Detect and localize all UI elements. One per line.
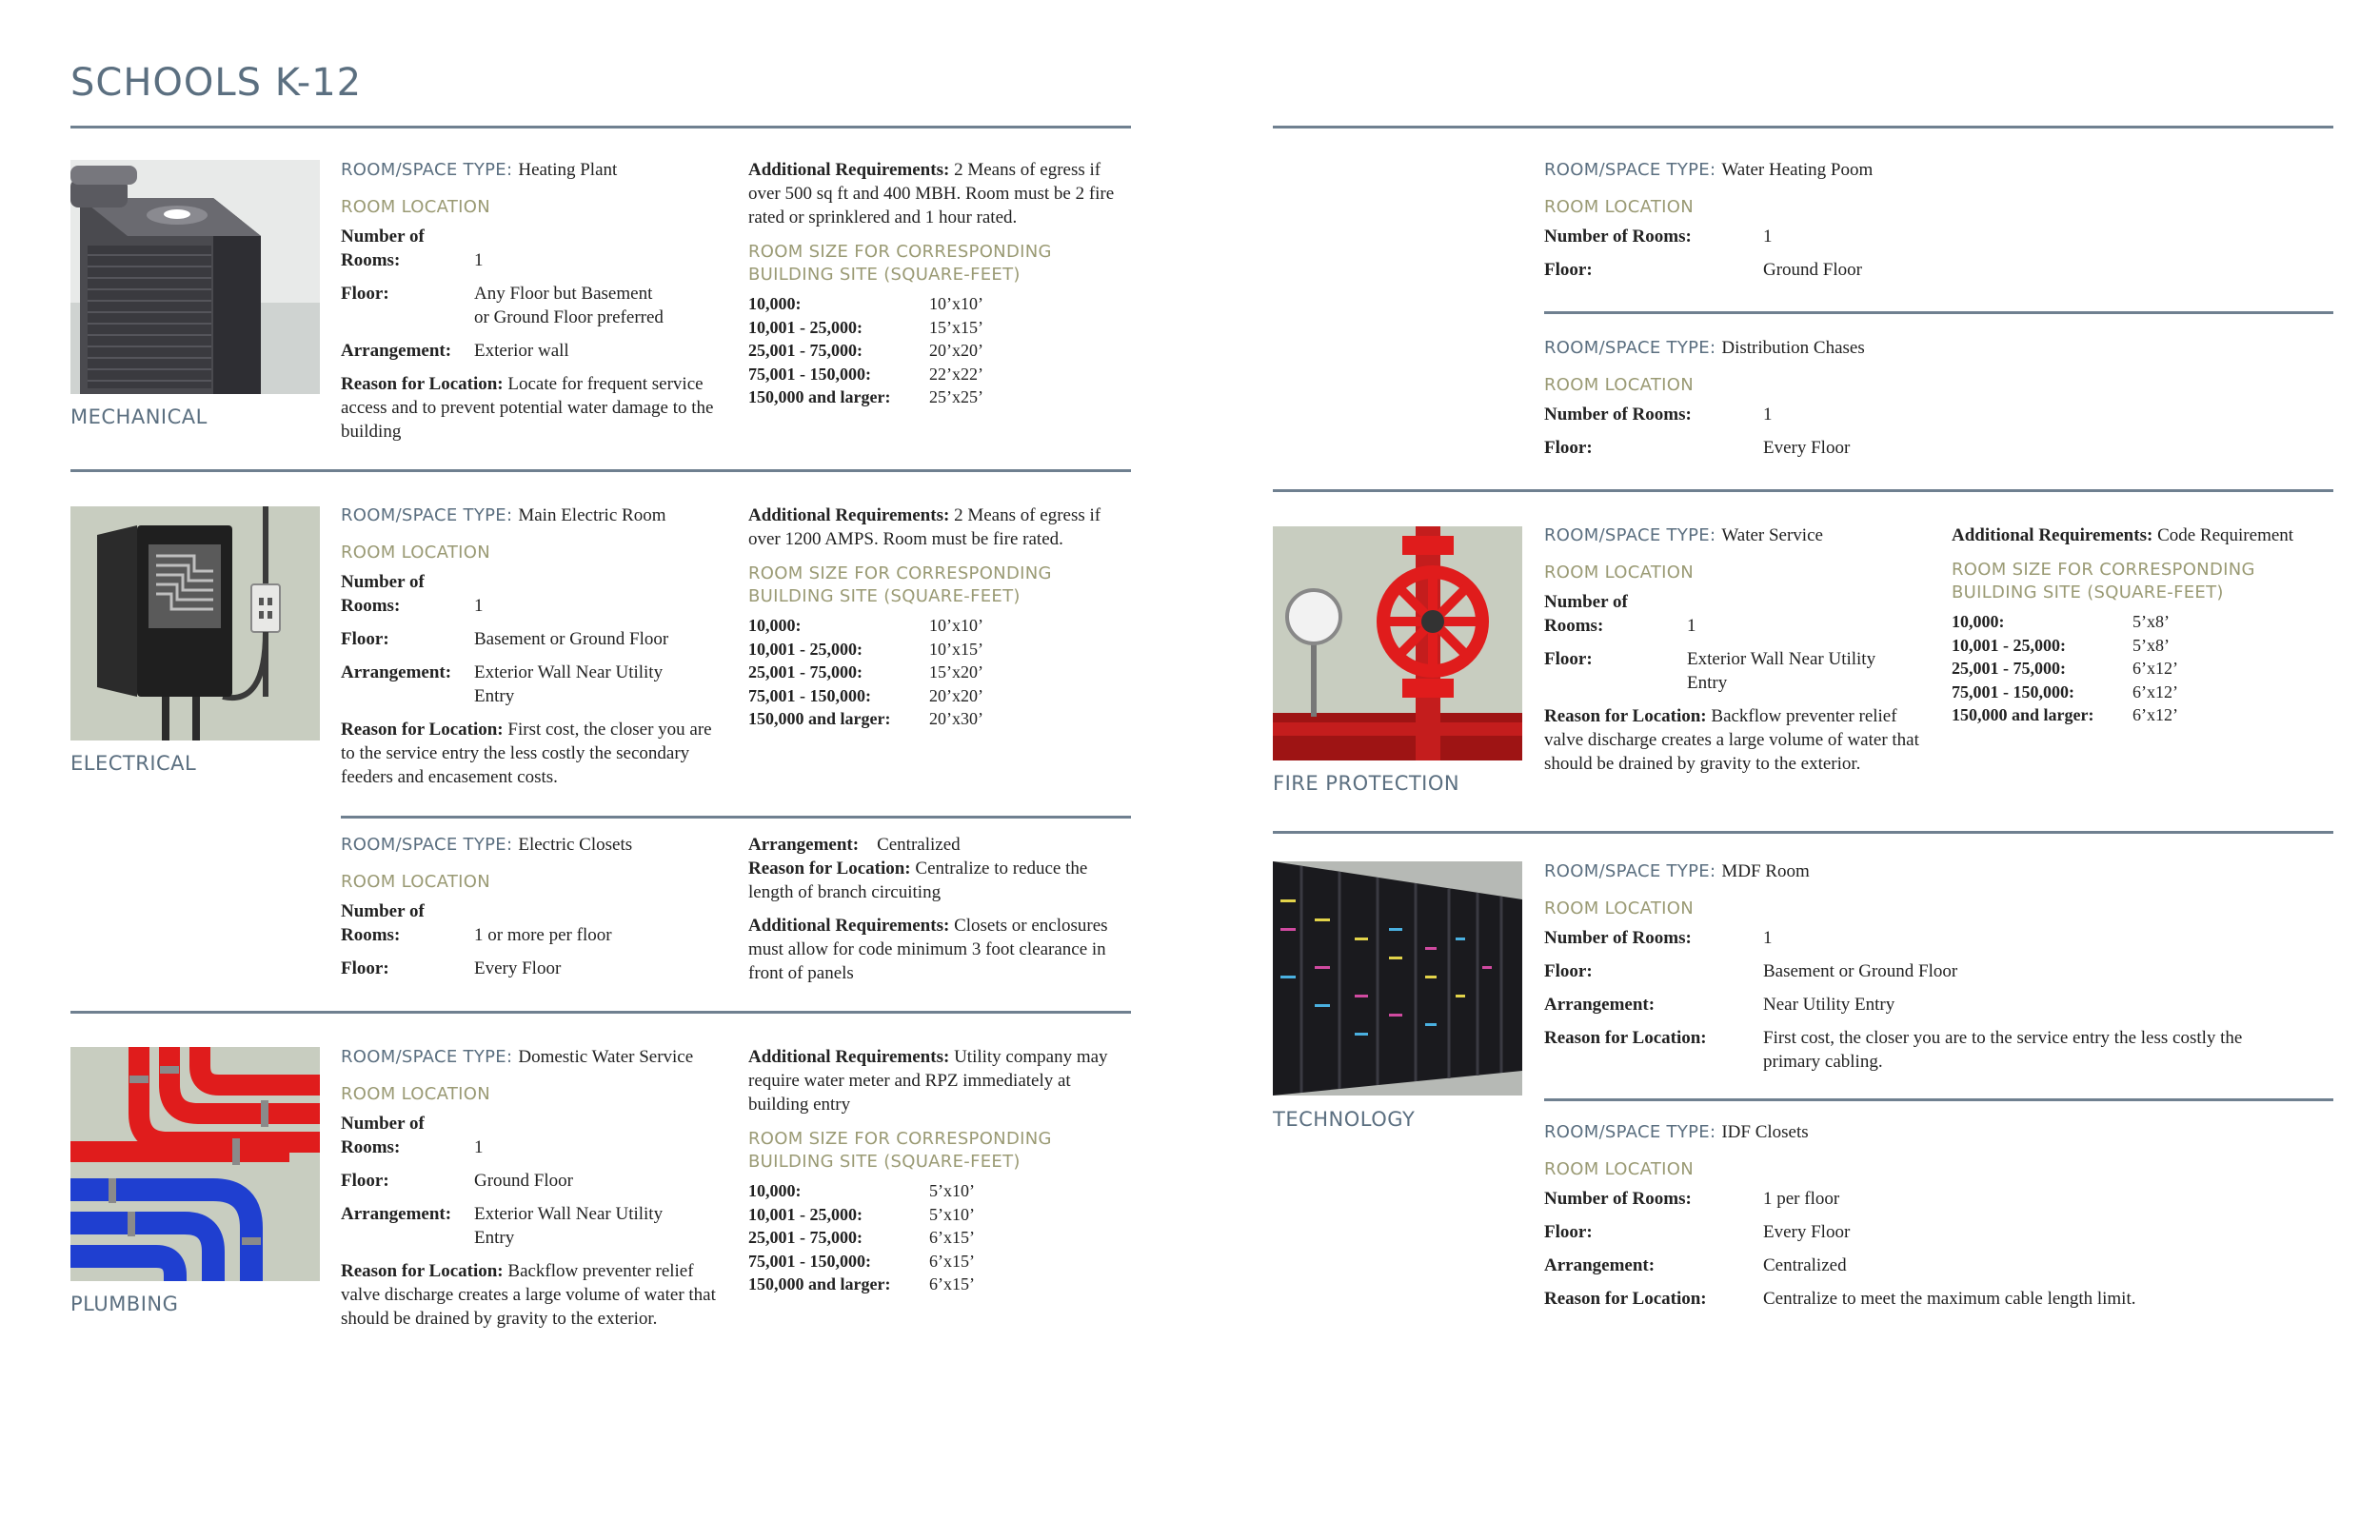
size-value: 15’x15’	[929, 317, 983, 337]
text-group	[341, 899, 465, 947]
labels-room-size-2: BUILDING SITE (SQUARE-FEET)	[748, 586, 1021, 606]
labels-number-of-rooms: Number of Rooms:	[1544, 928, 1692, 948]
labels-arrangement: Arrangement:	[1544, 1255, 1656, 1275]
text-group	[341, 1045, 722, 1069]
labels-arrangement: Arrangement:	[748, 835, 860, 855]
heating-plant-floor-1: Any Floor but Basement	[474, 284, 653, 304]
size-range: 75,001 - 150,000:	[748, 364, 871, 384]
text-group	[1544, 403, 2306, 460]
domestic-water-rooms: 1	[474, 1137, 484, 1157]
mdf-room-block	[1544, 859, 2334, 1074]
text-group	[748, 503, 1134, 551]
water-service-requirements	[1952, 523, 2342, 727]
text-group	[341, 718, 722, 789]
text-group	[1952, 523, 2342, 547]
size-value: 25’x25’	[929, 387, 983, 406]
labels-additional: Additional Requirements:	[1952, 525, 2153, 545]
labels-room-location: ROOM LOCATION	[1544, 563, 1694, 582]
mdf-room-reason-1: First cost, the closer you are to the service entry the less costly the	[1763, 1028, 2243, 1048]
size-range: 10,000:	[748, 616, 802, 635]
distribution-chases-type: Distribution Chases	[1721, 338, 1865, 358]
labels-room-type: ROOM/SPACE TYPE:	[1544, 160, 1716, 180]
text-group	[474, 661, 722, 708]
size-value: 6’x12’	[2132, 681, 2178, 701]
section-label-technology: TECHNOLOGY	[1273, 1108, 1416, 1131]
section-label-fire-protection: FIRE PROTECTION	[1273, 772, 1460, 795]
text-group	[748, 563, 1134, 608]
text-group	[1687, 647, 1930, 695]
size-range: 25,001 - 75,000:	[748, 662, 863, 681]
size-range: 10,001 - 25,000:	[748, 639, 863, 659]
labels-rooms: Rooms:	[341, 250, 401, 270]
room-location-heading: ROOM LOCATION	[341, 197, 490, 217]
text-group	[1544, 336, 2306, 360]
size-value: 6’x15’	[929, 1251, 975, 1271]
labels-floor: Floor:	[341, 629, 389, 649]
water-heating-rooms: 1	[1763, 227, 1773, 247]
labels-rooms: Rooms:	[341, 925, 401, 945]
electric-closets-additional: Closets or enclosures must allow for code minimum 3 foot clearance in front of panels	[748, 916, 1108, 983]
distribution-chases-rooms: 1	[1763, 405, 1773, 424]
size-range: 10,001 - 25,000:	[1952, 635, 2066, 655]
mdf-room-rooms: 1	[1763, 928, 1773, 948]
section-label-electrical: ELECTRICAL	[70, 752, 197, 775]
text-group	[1544, 225, 2306, 282]
idf-closets-block	[1544, 1120, 2334, 1311]
size-range: 150,000 and larger:	[1952, 705, 2094, 724]
labels-floor: Floor:	[341, 284, 389, 304]
labels-room-type: ROOM/SPACE TYPE:	[1544, 525, 1716, 545]
labels-room-type: ROOM/SPACE TYPE:	[1544, 1122, 1716, 1142]
text-group	[1544, 1120, 2334, 1144]
mechanical-unit-illustration	[70, 160, 320, 394]
size-value: 22’x22’	[929, 364, 983, 384]
water-heating-type: Water Heating Poom	[1721, 160, 1874, 180]
domestic-water-arrangement-1: Exterior Wall Near Utility	[474, 1204, 664, 1224]
water-service-floor-1: Exterior Wall Near Utility	[1687, 649, 1876, 669]
domestic-water-floor: Ground Floor	[474, 1171, 573, 1191]
labels-floor: Floor:	[1544, 1222, 1593, 1242]
text-group	[1763, 1026, 2334, 1074]
text-group	[748, 1045, 1134, 1116]
labels-arrangement: Arrangement:	[341, 1204, 452, 1224]
room-type-value: Heating Plant	[518, 160, 618, 180]
text-group	[341, 1259, 722, 1331]
size-range: 10,001 - 25,000:	[748, 317, 863, 337]
text-group	[1544, 1187, 2334, 1311]
labels-number-of: Number of	[341, 572, 425, 592]
labels-room-location: ROOM LOCATION	[341, 543, 490, 563]
labels-additional: Additional Requirements:	[748, 1047, 950, 1067]
size-value: 10’x10’	[929, 616, 983, 635]
labels-arrangement: Arrangement:	[1544, 995, 1656, 1015]
idf-closets-arrangement: Centralized	[1763, 1255, 1847, 1275]
text-group	[748, 914, 1134, 985]
domestic-water-additional: Utility company may require water meter and RPZ immediately at building entry	[748, 1047, 1108, 1115]
main-electric-type: Main Electric Room	[518, 505, 666, 525]
divider	[341, 816, 1131, 819]
size-value: 5’x10’	[929, 1181, 975, 1200]
heating-plant-floor-2: or Ground Floor preferred	[474, 307, 664, 327]
labels-room-location: ROOM LOCATION	[1544, 375, 1694, 395]
labels-room-location: ROOM LOCATION	[1544, 197, 1694, 217]
plumbing-pipes-illustration	[70, 1047, 320, 1281]
electrical-panel-illustration	[70, 506, 320, 740]
size-value: 5’x10’	[929, 1204, 975, 1224]
water-service-type: Water Service	[1721, 525, 1823, 545]
labels-floor: Floor:	[1544, 961, 1593, 981]
size-value: 15’x20’	[929, 662, 983, 681]
size-range: 75,001 - 150,000:	[748, 1251, 871, 1271]
divider	[1273, 831, 2333, 834]
text-group	[748, 857, 1134, 904]
divider	[70, 469, 1131, 472]
text-group	[341, 899, 722, 980]
size-range: 25,001 - 75,000:	[748, 1228, 863, 1247]
text-group	[341, 372, 722, 444]
labels-room-location: ROOM LOCATION	[341, 872, 490, 892]
text-group	[748, 241, 1134, 286]
size-range: 75,001 - 150,000:	[1952, 681, 2074, 701]
labels-floor: Floor:	[1544, 260, 1593, 280]
text-group	[474, 282, 722, 329]
main-electric-block	[341, 503, 722, 789]
size-range: 10,000:	[748, 1181, 802, 1200]
electric-closets-rooms: 1 or more per floor	[474, 925, 612, 945]
distribution-chases-floor: Every Floor	[1763, 438, 1851, 458]
text-group	[1544, 590, 1677, 638]
water-service-floor-2: Entry	[1687, 673, 1728, 693]
labels-additional: Additional Requirements:	[748, 916, 950, 936]
main-electric-rooms: 1	[474, 596, 484, 616]
text-group	[341, 225, 465, 272]
labels-room-size-2: BUILDING SITE (SQUARE-FEET)	[1952, 582, 2224, 602]
size-value: 5’x8’	[2132, 612, 2170, 631]
text-group	[474, 1202, 722, 1250]
heating-plant-block	[341, 158, 722, 444]
size-range: 150,000 and larger:	[748, 387, 891, 406]
labels-room-type: ROOM/SPACE TYPE:	[341, 505, 513, 525]
electric-closets-reason: Centralize to reduce the length of branch circuiting	[748, 859, 1088, 902]
main-electric-additional: 2 Means of egress if over 1200 AMPS. Room must be fire rated.	[748, 505, 1101, 549]
size-table	[1952, 610, 2342, 727]
size-range: 150,000 and larger:	[748, 709, 891, 728]
main-electric-arrangement-1: Exterior Wall Near Utility	[474, 662, 664, 682]
size-value: 10’x10’	[929, 294, 983, 313]
divider	[1273, 489, 2333, 492]
labels-room-location: ROOM LOCATION	[1544, 898, 1694, 918]
labels-room-location: ROOM LOCATION	[1544, 1159, 1694, 1179]
divider	[70, 1011, 1131, 1014]
water-service-rooms: 1	[1687, 616, 1696, 636]
mdf-room-floor: Basement or Ground Floor	[1763, 961, 1958, 981]
text-group	[341, 158, 722, 182]
electric-closets-requirements	[748, 833, 1134, 985]
main-electric-requirements	[748, 503, 1134, 731]
size-range: 75,001 - 150,000:	[748, 685, 871, 705]
labels-number-of: Number of	[341, 227, 425, 247]
text-group	[748, 833, 1134, 857]
labels-number-of: Number of	[1544, 592, 1628, 612]
text-group	[748, 158, 1134, 229]
labels-reason: Reason for Location:	[1544, 1028, 1707, 1048]
size-value: 20’x30’	[929, 709, 983, 728]
labels-room-type: ROOM/SPACE TYPE:	[1544, 338, 1716, 358]
divider	[1273, 126, 2333, 128]
labels-room-size-1: ROOM SIZE FOR CORRESPONDING	[748, 1129, 1052, 1149]
labels-room-size-1: ROOM SIZE FOR CORRESPONDING	[748, 242, 1052, 262]
text-group	[1544, 523, 1930, 547]
water-heating-block	[1544, 158, 2306, 282]
text-group	[341, 225, 722, 363]
labels-reason: Reason for Location:	[341, 1261, 504, 1281]
labels-room-type: ROOM/SPACE TYPE:	[1544, 861, 1716, 881]
size-range: 10,000:	[1952, 612, 2005, 631]
size-value: 6’x12’	[2132, 705, 2178, 724]
main-electric-floor: Basement or Ground Floor	[474, 629, 669, 649]
text-group	[341, 1112, 465, 1159]
divider	[70, 126, 1131, 128]
heating-plant-rooms: 1	[474, 250, 484, 270]
labels-rooms: Rooms:	[341, 596, 401, 616]
labels-reason: Reason for Location:	[748, 859, 911, 879]
size-table	[748, 1179, 1134, 1296]
labels-room-size-2: BUILDING SITE (SQUARE-FEET)	[748, 265, 1021, 285]
text-group	[1544, 926, 2334, 1074]
labels-number-of-rooms-sp: Number of Rooms:	[1544, 227, 1692, 247]
size-value: 6’x15’	[929, 1228, 975, 1247]
text-group	[1544, 859, 2334, 883]
electric-closets-floor: Every Floor	[474, 958, 562, 978]
water-heating-floor: Ground Floor	[1763, 260, 1862, 280]
labels-room-type: ROOM/SPACE TYPE:	[341, 835, 513, 855]
size-table	[748, 292, 1134, 409]
labels-reason: Reason for Location:	[341, 374, 504, 394]
heating-plant-arrangement: Exterior wall	[474, 341, 569, 361]
text-group	[1544, 590, 1930, 695]
labels-number-of: Number of	[341, 901, 425, 921]
idf-closets-reason: Centralize to meet the maximum cable length limit.	[1763, 1289, 2136, 1309]
idf-closets-rooms: 1 per floor	[1763, 1189, 1840, 1209]
size-value: 5’x8’	[2132, 635, 2170, 655]
domestic-water-arrangement-2: Entry	[474, 1228, 515, 1248]
size-range: 150,000 and larger:	[748, 1274, 891, 1293]
labels-reason: Reason for Location:	[341, 720, 504, 740]
labels-floor: Floor:	[341, 1171, 389, 1191]
electric-closets-arrangement: Centralized	[877, 835, 961, 855]
text-group	[748, 1128, 1134, 1174]
labels-rooms: Rooms:	[341, 1137, 401, 1157]
text-group	[341, 833, 722, 857]
size-table	[748, 614, 1134, 731]
labels-number-of: Number of	[341, 1114, 425, 1134]
labels-floor: Floor:	[1544, 649, 1593, 669]
divider	[1544, 311, 2333, 314]
section-label-mechanical: MECHANICAL	[70, 405, 208, 428]
labels-arrangement: Arrangement:	[341, 341, 452, 361]
labels-reason: Reason for Location:	[1544, 706, 1707, 726]
labels-additional: Additional Requirements:	[748, 505, 950, 525]
divider	[1544, 1098, 2333, 1101]
water-service-additional: Code Requirement	[2157, 525, 2294, 545]
labels-room-type: ROOM/SPACE TYPE:	[341, 1047, 513, 1067]
main-electric-reason: First cost, the closer you are to the service entry the less costly the secondary feeders and encasement costs.	[341, 720, 712, 787]
text-group	[341, 570, 465, 618]
labels-number-of-rooms: Number of Rooms:	[1544, 1189, 1692, 1209]
idf-closets-type: IDF Closets	[1721, 1122, 1809, 1142]
size-range: 25,001 - 75,000:	[748, 341, 863, 360]
size-range: 25,001 - 75,000:	[1952, 659, 2066, 678]
distribution-chases-block	[1544, 336, 2306, 460]
text-group	[1952, 559, 2342, 604]
electric-closets-type: Electric Closets	[518, 835, 633, 855]
text-group	[341, 570, 722, 708]
section-label-plumbing: PLUMBING	[70, 1293, 179, 1315]
mdf-room-type: MDF Room	[1721, 861, 1810, 881]
mdf-room-reason-2: primary cabling.	[1763, 1052, 1883, 1072]
main-electric-arrangement-2: Entry	[474, 686, 515, 706]
size-value: 10’x15’	[929, 639, 983, 659]
labels-room-size-1: ROOM SIZE FOR CORRESPONDING	[748, 563, 1052, 583]
mdf-room-arrangement: Near Utility Entry	[1763, 995, 1895, 1015]
water-service-reason: Backflow preventer relief valve discharge creates a large volume of water that should be drained by gravity to the exterior.	[1544, 706, 1919, 774]
heating-plant-additional: 2 Means of egress if over 500 sq ft and 400 MBH. Room must be 2 fire rated or sprinklered and 1 hour rated.	[748, 160, 1115, 227]
labels-number-of-rooms: Number of Rooms:	[1544, 405, 1692, 424]
labels-room-location: ROOM LOCATION	[341, 1084, 490, 1104]
size-value: 6’x15’	[929, 1274, 975, 1293]
text-group	[341, 503, 722, 527]
water-service-block	[1544, 523, 1930, 776]
labels-rooms: Rooms:	[1544, 616, 1604, 636]
size-range: 10,001 - 25,000:	[748, 1204, 863, 1224]
idf-closets-floor: Every Floor	[1763, 1222, 1851, 1242]
size-value: 6’x12’	[2132, 659, 2178, 678]
labels-additional: Additional Requirements:	[748, 160, 950, 180]
fire-protection-valve-illustration	[1273, 526, 1522, 760]
labels-room-type: ROOM/SPACE TYPE:	[341, 160, 513, 180]
labels-floor: Floor:	[341, 958, 389, 978]
page-title: SCHOOLS K-12	[70, 61, 363, 105]
labels-floor: Floor:	[1544, 438, 1593, 458]
labels-room-size-1: ROOM SIZE FOR CORRESPONDING	[1952, 560, 2255, 580]
domestic-water-block	[341, 1045, 722, 1331]
domestic-water-type: Domestic Water Service	[518, 1047, 694, 1067]
domestic-water-reason: Backflow preventer relief valve discharge creates a large volume of water that should be drained by gravity to the exterior.	[341, 1261, 716, 1329]
size-range: 10,000:	[748, 294, 802, 313]
text-group	[1544, 704, 1930, 776]
heating-plant-reason: Locate for frequent service access and to prevent potential water damage to the building	[341, 374, 714, 442]
labels-room-size-2: BUILDING SITE (SQUARE-FEET)	[748, 1152, 1021, 1172]
server-racks-illustration	[1273, 861, 1522, 1096]
text-group	[341, 1112, 722, 1250]
labels-reason: Reason for Location:	[1544, 1289, 1707, 1309]
text-group	[1544, 158, 2306, 182]
size-value: 20’x20’	[929, 341, 983, 360]
heating-plant-requirements	[748, 158, 1134, 409]
electric-closets-block	[341, 833, 722, 980]
domestic-water-requirements	[748, 1045, 1134, 1296]
size-value: 20’x20’	[929, 685, 983, 705]
labels-arrangement: Arrangement:	[341, 662, 452, 682]
